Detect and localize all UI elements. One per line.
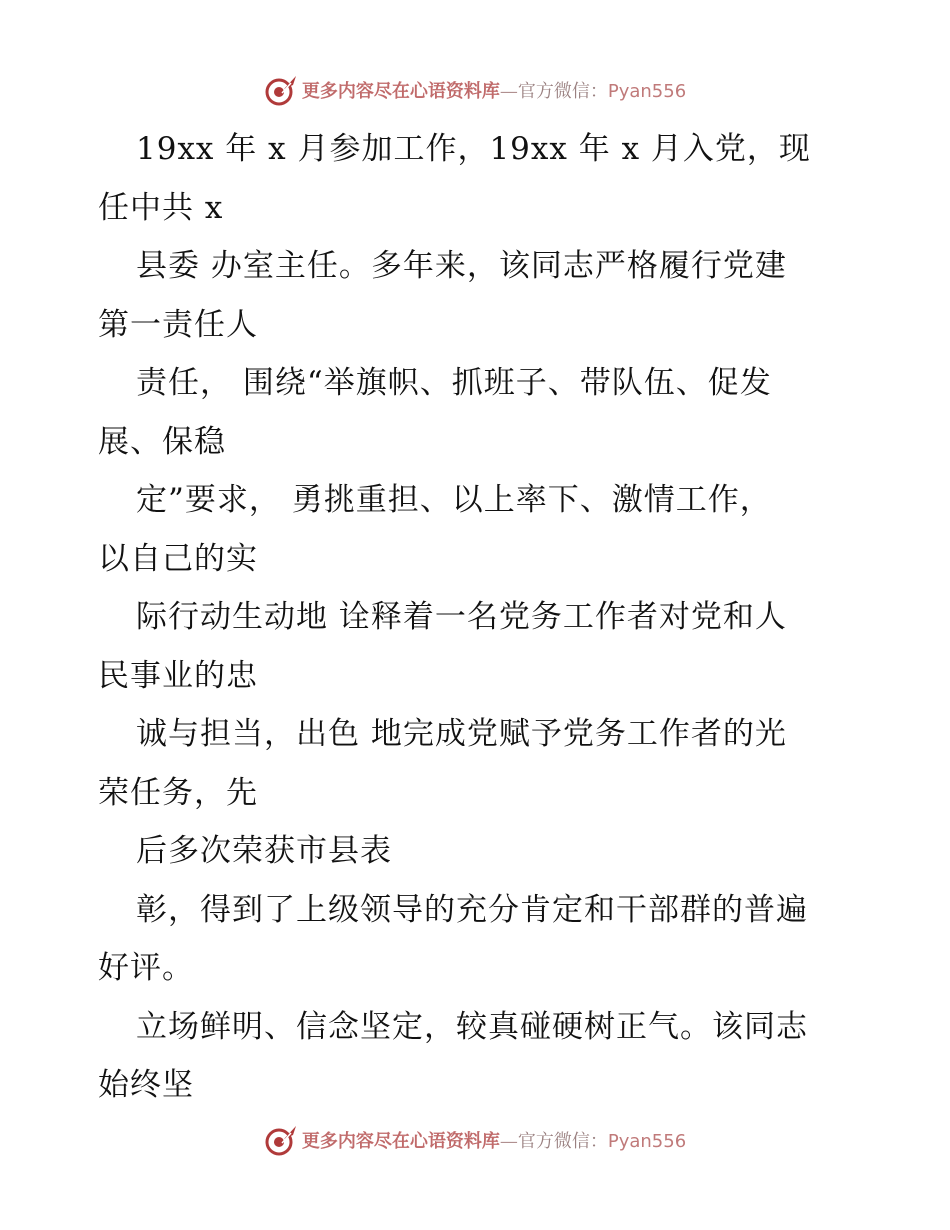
banner-dash: — — [499, 1131, 518, 1152]
text-line: 任中共 x — [98, 189, 224, 226]
text-line: 诚与担当，出色 地完成党赋予党务工作者的光 — [136, 716, 787, 752]
text-line: 展、保稳 — [98, 423, 226, 460]
text-line: 好评。 — [98, 950, 194, 986]
banner-wechat-id: Pyan556 — [607, 81, 687, 102]
text-line: 彰，得到了上级领导的充分肯定和干部群的普遍 — [136, 891, 808, 928]
text-line: 第一责任人 — [98, 306, 258, 343]
text-line: 始终坚 — [98, 1067, 194, 1103]
banner-text — [302, 1127, 686, 1153]
quill-logo-icon — [264, 1123, 298, 1157]
text-line: 责任， 围绕“举旗帜、抓班子、带队伍、促发 — [136, 365, 772, 401]
text-line: 民事业的忠 — [98, 657, 258, 694]
text-line: 县委 办室主任。多年来，该同志严格履行党建 — [136, 248, 787, 284]
text-line: 定”要求， 勇挑重担、以上率下、激情工作， — [136, 482, 772, 518]
footer-banner — [0, 1120, 950, 1160]
banner-site-text: 更多内容尽在心语资料库 — [301, 1131, 500, 1152]
banner-wechat-id: Pyan556 — [607, 1131, 687, 1152]
banner-text — [302, 77, 686, 103]
banner-wechat-label: 官方微信： — [517, 81, 608, 102]
text-line: 以自己的实 — [98, 540, 258, 577]
banner-wechat-label: 官方微信： — [517, 1131, 608, 1152]
text-line: 立场鲜明、信念坚定，较真碰硬树正气。该同志 — [136, 1008, 808, 1045]
quill-logo-icon — [264, 73, 298, 107]
document-body — [98, 120, 858, 1115]
text-line: 后多次荣获市县表 — [136, 833, 392, 869]
text-line: 19xx 年 x 月参加工作，19xx 年 x 月入党，现 — [136, 131, 811, 167]
banner-dash: — — [499, 81, 518, 102]
text-line: 际行动生动地 诠释着一名党务工作者对党和人 — [136, 599, 787, 635]
text-line: 荣任务，先 — [98, 774, 258, 811]
header-banner — [0, 70, 950, 110]
banner-site-text: 更多内容尽在心语资料库 — [301, 81, 500, 102]
